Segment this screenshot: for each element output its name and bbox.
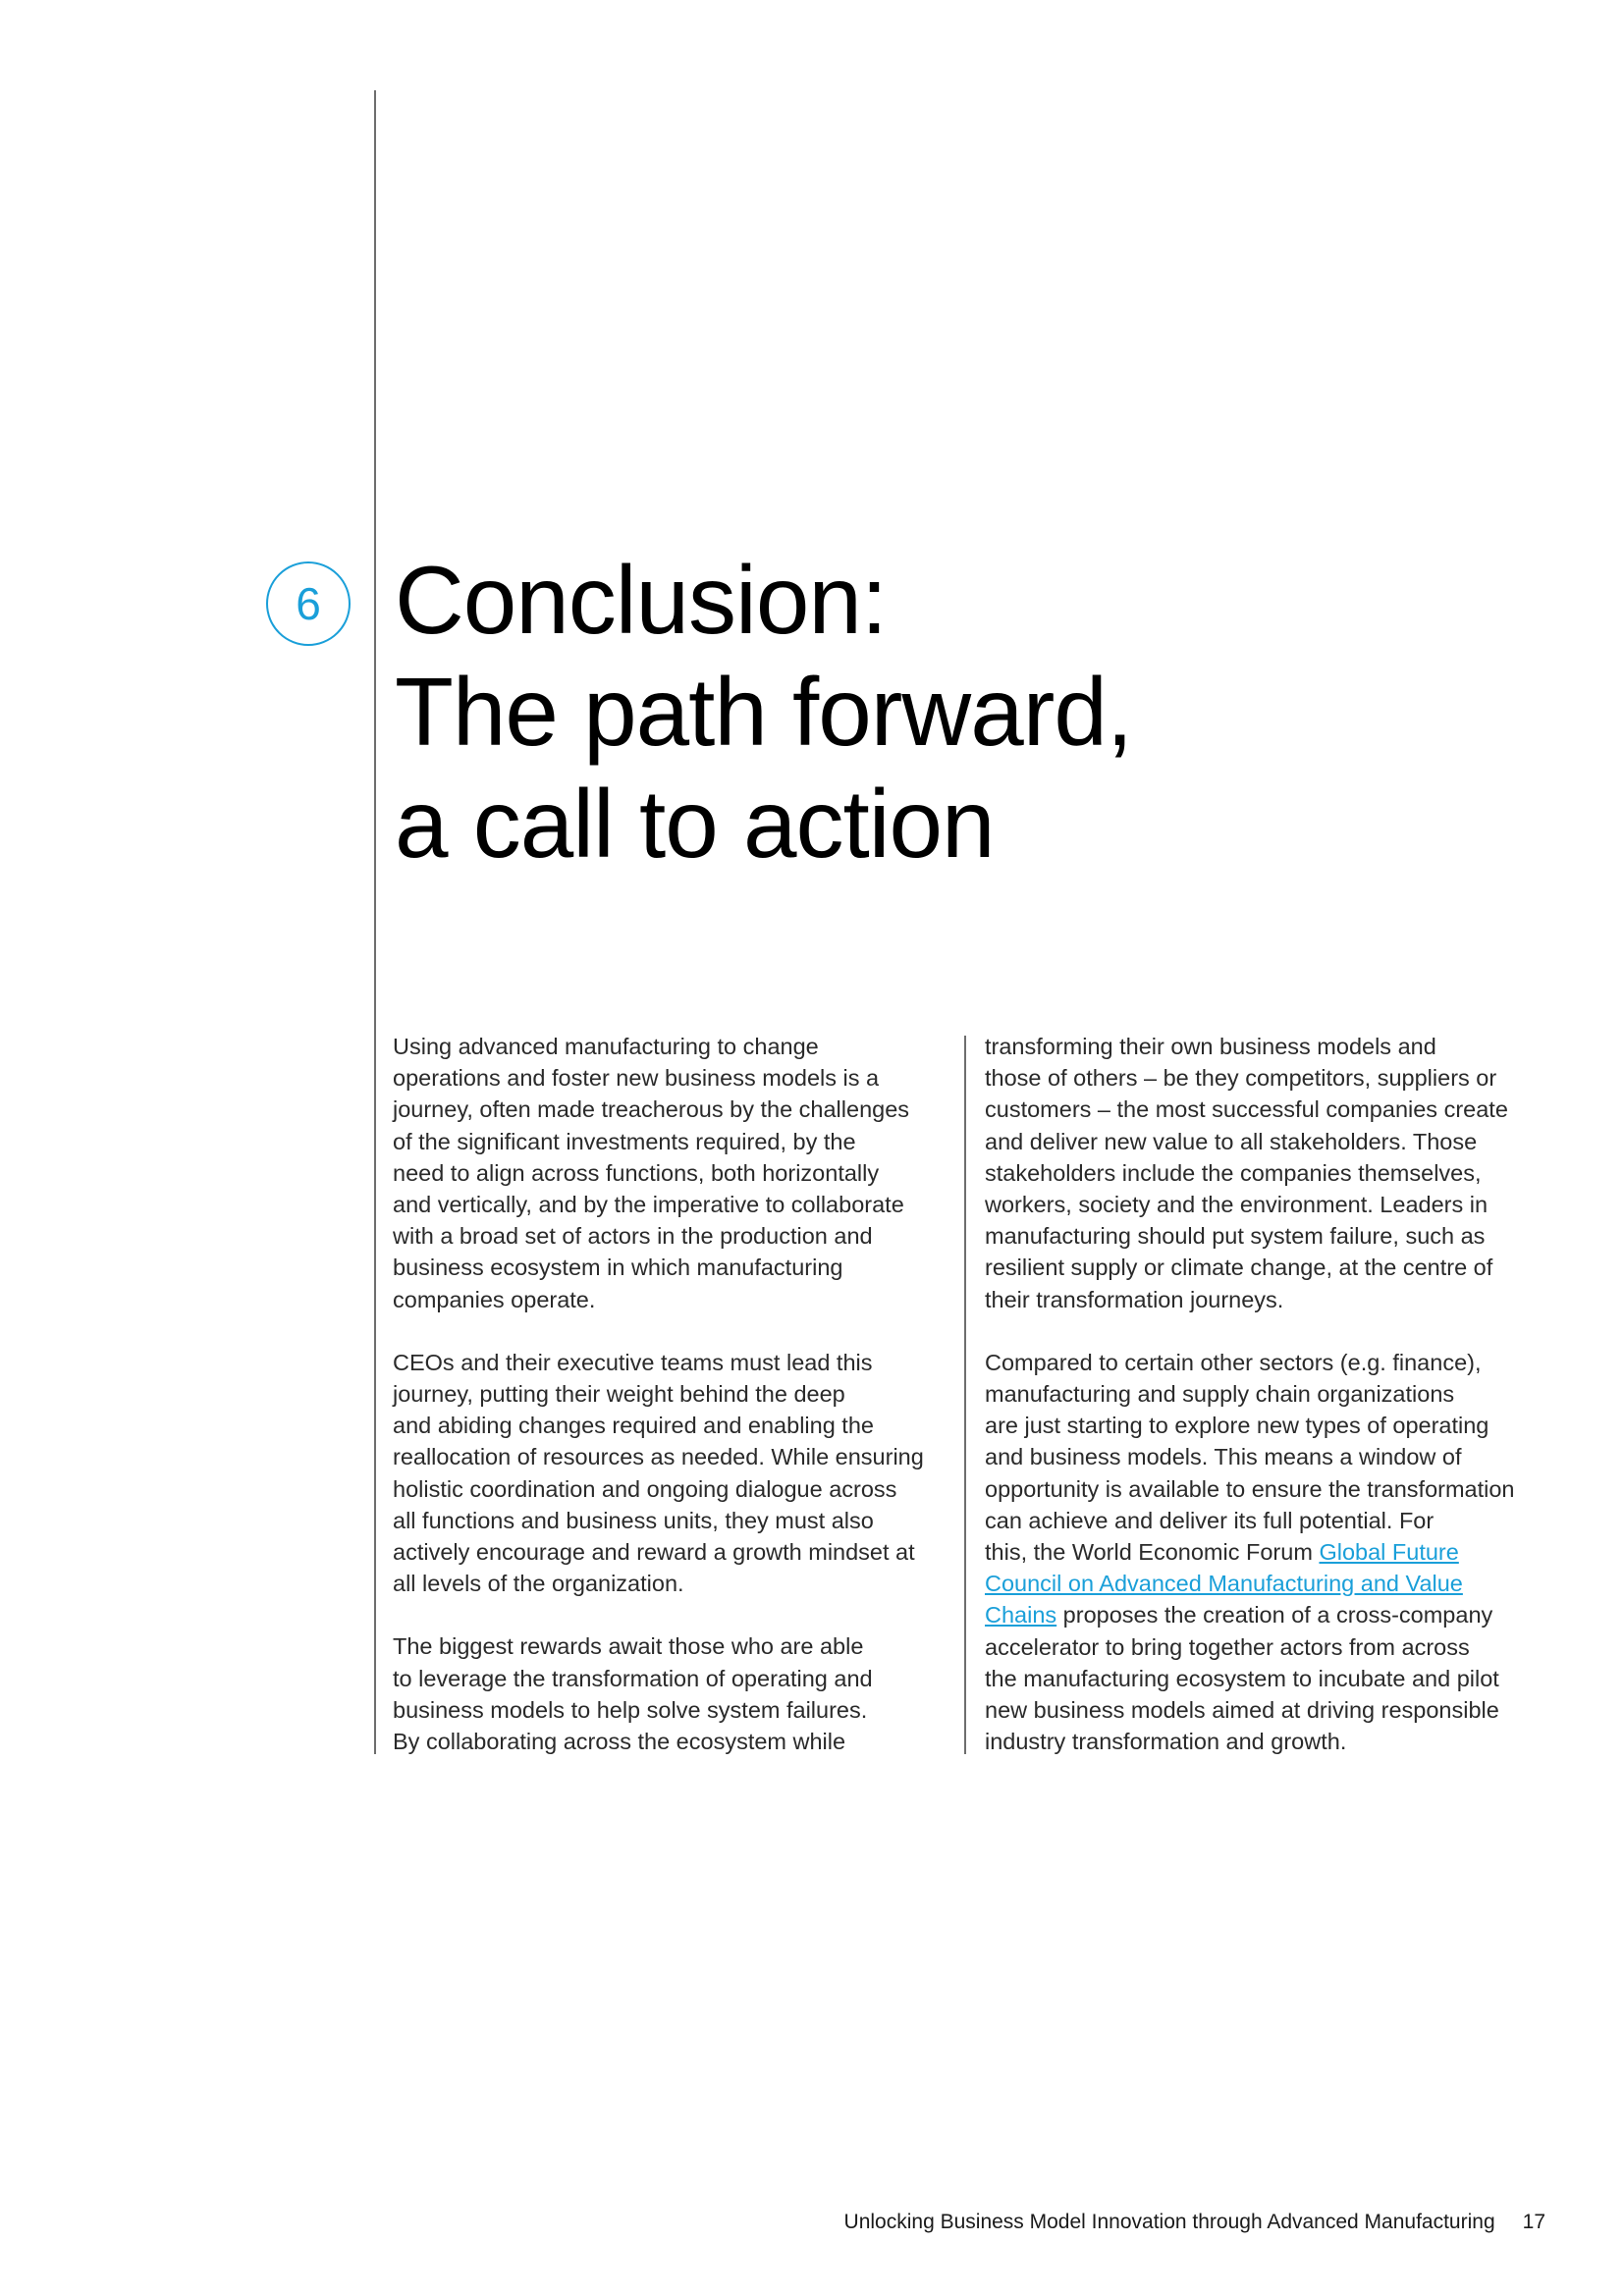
- text-line: and deliver new value to all stakeholders. Those: [985, 1128, 1478, 1154]
- text-line: and abiding changes required and enabling the: [393, 1413, 874, 1439]
- text-line: The biggest rewards await those who are able: [393, 1633, 864, 1660]
- page-title: [395, 544, 1377, 880]
- text-line: of the significant investments required, by the: [393, 1128, 856, 1154]
- text-line: journey, putting their weight behind the deep: [393, 1381, 845, 1408]
- text-line: operations and foster new business models is a: [393, 1065, 880, 1092]
- text-line: transforming their own business models and: [985, 1034, 1436, 1059]
- title-line: The path forward,: [395, 658, 1133, 766]
- title-line: a call to action: [395, 770, 995, 878]
- text-line: actively encourage and reward a growth mindset at: [393, 1539, 915, 1566]
- text-line: business ecosystem in which manufacturing: [393, 1255, 843, 1281]
- text-line: need to align across functions, both horizontally: [393, 1159, 880, 1186]
- text-line: are just starting to explore new types of operating: [985, 1413, 1489, 1439]
- text-line: to leverage the transformation of operating and: [393, 1665, 873, 1691]
- global-future-council-link[interactable]: Council on Advanced Manufacturing and Value: [985, 1571, 1463, 1597]
- page-number: 17: [1522, 2211, 1545, 2233]
- text-line: new business models aimed at driving responsible: [985, 1697, 1499, 1724]
- text-line: customers – the most successful companies create: [985, 1096, 1508, 1123]
- text-line: the manufacturing ecosystem to incubate and pilot: [985, 1665, 1499, 1691]
- text-line: resilient supply or climate change, at the centre of: [985, 1255, 1493, 1281]
- text-line: can achieve and deliver its full potential. For: [985, 1507, 1435, 1533]
- margin-rule: [374, 90, 376, 1754]
- text-line: all functions and business units, they must also: [393, 1507, 874, 1533]
- text-line: stakeholders include the companies themselves,: [985, 1159, 1482, 1186]
- text-line: manufacturing should put system failure, such as: [985, 1223, 1486, 1250]
- body-paragraph: [393, 1630, 952, 1757]
- text-line: [985, 1536, 1554, 1568]
- text-line: By collaborating across the ecosystem while: [393, 1729, 846, 1755]
- text-line: [985, 1568, 1554, 1599]
- body-paragraph: [985, 1347, 1554, 1758]
- body-paragraph: [393, 1031, 952, 1315]
- text-line: business models to help solve system failures.: [393, 1696, 868, 1723]
- text-line: and business models. This means a window of: [985, 1444, 1462, 1470]
- body-paragraph: [985, 1031, 1554, 1315]
- text-line: companies operate.: [393, 1286, 596, 1312]
- text-line: Compared to certain other sectors (e.g. finance),: [985, 1349, 1482, 1375]
- page-footer: [785, 2208, 1545, 2237]
- text-line: [985, 1599, 1554, 1630]
- body-paragraph: [393, 1347, 952, 1600]
- left-column: [393, 1031, 952, 1789]
- text-line: Using advanced manufacturing to change: [393, 1034, 819, 1059]
- text-line: CEOs and their executive teams must lead this: [393, 1349, 873, 1375]
- text-line: accelerator to bring together actors from across: [985, 1633, 1470, 1660]
- text-line: holistic coordination and ongoing dialogue across: [393, 1475, 897, 1502]
- text-line: those of others – be they competitors, suppliers or: [985, 1065, 1497, 1092]
- report-title: Unlocking Business Model Innovation through Advanced Manufacturing: [843, 2211, 1495, 2233]
- text-line: workers, society and the environment. Leaders in: [985, 1192, 1489, 1218]
- text-line: reallocation of resources as needed. While ensuring: [393, 1444, 924, 1470]
- text-line: industry transformation and growth.: [985, 1729, 1347, 1755]
- text-line: and vertically, and by the imperative to collaborate: [393, 1192, 904, 1218]
- column-divider: [964, 1036, 966, 1754]
- right-column: [985, 1031, 1554, 1789]
- text-line: journey, often made treacherous by the challenges: [393, 1096, 910, 1123]
- chapter-number-badge: [266, 561, 351, 646]
- title-line: Conclusion:: [395, 546, 888, 654]
- chapter-number: 6: [296, 578, 321, 629]
- text-line: opportunity is available to ensure the transformation: [985, 1475, 1515, 1502]
- link-suffix: proposes the creation of a cross-company: [1056, 1602, 1493, 1629]
- text-line: their transformation journeys.: [985, 1286, 1284, 1312]
- text-line: with a broad set of actors in the production and: [393, 1223, 873, 1250]
- text-line: manufacturing and supply chain organizations: [985, 1381, 1455, 1408]
- global-future-council-link[interactable]: Chains: [985, 1602, 1057, 1629]
- global-future-council-link[interactable]: Global Future: [1319, 1539, 1459, 1566]
- link-prefix: this, the World Economic Forum: [985, 1539, 1320, 1566]
- text-line: all levels of the organization.: [393, 1571, 684, 1597]
